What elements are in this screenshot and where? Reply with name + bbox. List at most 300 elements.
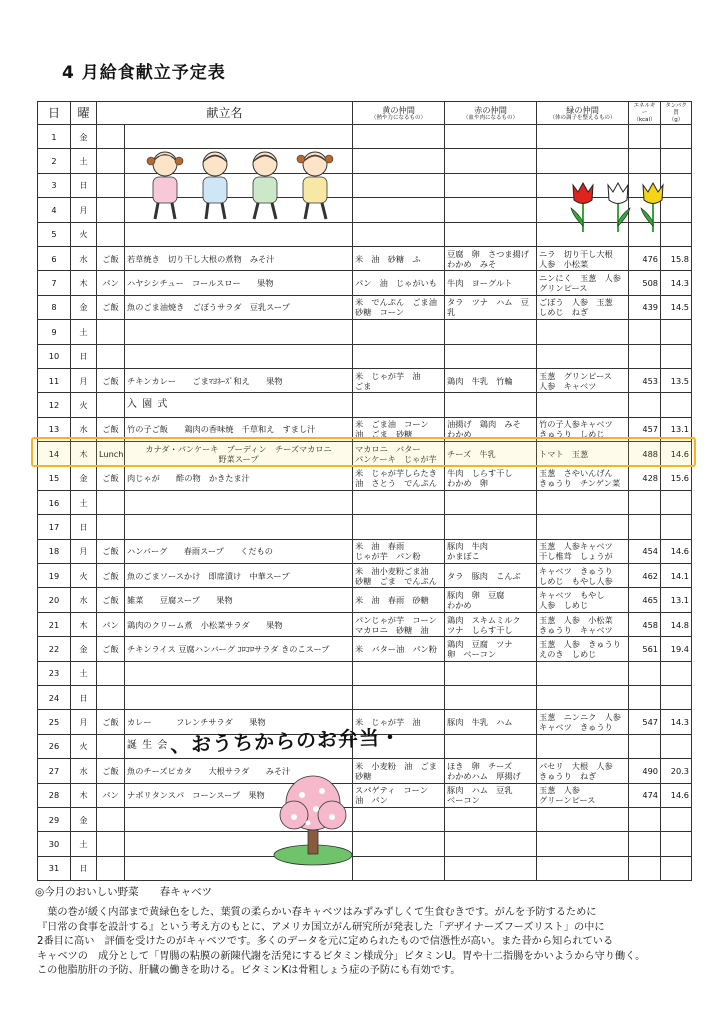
dish-cell: 魚のチーズピカタ 大根サラダ みそ汁	[125, 759, 353, 783]
red-group-cell: 豚肉 ハム 豆乳 ベーコン	[445, 783, 537, 807]
red-group-cell	[445, 198, 537, 222]
protein-cell	[661, 490, 692, 514]
green-group-cell: 玉葱 人参 グリーンピース	[537, 783, 629, 807]
header-menu: 献立名	[97, 102, 353, 125]
staple-cell	[97, 173, 125, 197]
energy-cell: 457	[629, 417, 661, 441]
protein-cell	[661, 832, 692, 856]
green-group-cell: キャベツ もやし 人参 しめじ	[537, 588, 629, 612]
staple-cell	[97, 222, 125, 246]
dish-cell: 入 園 式	[125, 393, 353, 417]
red-group-cell	[445, 685, 537, 709]
table-row	[38, 490, 692, 514]
red-group-cell: ほき 卵 チーズ わかめハム 厚揚げ	[445, 759, 537, 783]
energy-cell	[629, 125, 661, 149]
red-group-cell: 豚肉 牛肉 かまぼこ	[445, 539, 537, 563]
red-group-cell	[445, 515, 537, 539]
day-cell: 21	[38, 612, 71, 636]
weekday-cell: 金	[71, 466, 97, 490]
staple-cell	[97, 490, 125, 514]
weekday-cell: 水	[71, 417, 97, 441]
header-energy-label: エネルギー	[633, 103, 656, 116]
staple-cell: ご飯	[97, 417, 125, 441]
day-cell: 26	[38, 734, 71, 758]
green-group-cell	[537, 393, 629, 417]
weekday-cell: 木	[71, 271, 97, 295]
protein-cell	[661, 515, 692, 539]
day-cell: 11	[38, 368, 71, 392]
dish-cell	[125, 490, 353, 514]
table-row	[38, 685, 692, 709]
staple-cell	[97, 125, 125, 149]
green-group-cell: 玉葱 人参 きゅうり えのき しめじ	[537, 637, 629, 661]
staple-cell	[97, 685, 125, 709]
table-row	[38, 271, 692, 295]
yellow-group-cell: 米 ごま油 コーン 油 ごま 砂糖	[353, 417, 445, 441]
header-red	[445, 102, 537, 125]
protein-cell: 14.5	[661, 295, 692, 319]
table-row	[38, 295, 692, 319]
footer-line: 『日常の食事を設計する』という考え方のもとに、アメリカ国立がん研究所が発表した「デザイナーズフーズリスト」の中に	[37, 921, 605, 933]
staple-cell: ご飯	[97, 246, 125, 270]
red-group-cell	[445, 173, 537, 197]
yellow-group-cell: 米 じゃが芋 油 ごま	[353, 368, 445, 392]
child-figure-2	[203, 152, 227, 219]
table-row	[38, 344, 692, 368]
protein-cell	[661, 125, 692, 149]
energy-cell	[629, 661, 661, 685]
staple-cell	[97, 807, 125, 831]
energy-cell: 465	[629, 588, 661, 612]
dish-cell: ナポリタンスパ コーンスープ 果物	[125, 783, 353, 807]
day-cell: 23	[38, 661, 71, 685]
table-row	[38, 612, 692, 636]
protein-cell	[661, 393, 692, 417]
energy-cell	[629, 393, 661, 417]
energy-cell	[629, 832, 661, 856]
header-yellow-label: 黄の仲間	[382, 105, 415, 115]
energy-cell: 561	[629, 637, 661, 661]
table-row	[38, 368, 692, 392]
header-protein-label: タンパク質	[665, 103, 687, 116]
header-red-label: 赤の仲間	[474, 105, 507, 115]
yellow-group-cell: マカロニ バター パンケーキ じゃが芋	[353, 442, 445, 466]
green-group-cell	[537, 515, 629, 539]
child-figure-4	[297, 152, 333, 219]
red-group-cell	[445, 344, 537, 368]
yellow-group-cell	[353, 222, 445, 246]
energy-cell: 462	[629, 564, 661, 588]
weekday-cell: 木	[71, 442, 97, 466]
tulip-white	[608, 183, 630, 232]
weekday-cell: 土	[71, 320, 97, 344]
weekday-cell: 月	[71, 539, 97, 563]
weekday-cell: 日	[71, 685, 97, 709]
yellow-group-cell: 米 でんぷん ごま油 砂糖 コーン	[353, 295, 445, 319]
energy-cell: 508	[629, 271, 661, 295]
day-cell: 1	[38, 125, 71, 149]
protein-cell	[661, 807, 692, 831]
staple-cell: ご飯	[97, 710, 125, 734]
day-cell: 13	[38, 417, 71, 441]
red-group-cell: タラ 豚肉 こんぶ	[445, 564, 537, 588]
weekday-cell: 金	[71, 125, 97, 149]
weekday-cell: 火	[71, 393, 97, 417]
protein-cell	[661, 685, 692, 709]
staple-cell: Lunch	[97, 442, 125, 466]
day-cell: 5	[38, 222, 71, 246]
footer-line: この他脂肪肝の予防、肝臓の働きを助ける。ビタミンKは骨粗しょう症の予防にも有効です。	[37, 965, 461, 976]
protein-cell: 19.4	[661, 637, 692, 661]
staple-cell	[97, 149, 125, 173]
day-cell: 2	[38, 149, 71, 173]
day-cell: 29	[38, 807, 71, 831]
energy-cell	[629, 149, 661, 173]
table-row	[38, 661, 692, 685]
green-group-cell	[537, 344, 629, 368]
staple-cell	[97, 344, 125, 368]
dish-cell	[125, 661, 353, 685]
staple-cell	[97, 734, 125, 758]
green-group-cell: ニンにく 玉葱 人参 グリンピース	[537, 271, 629, 295]
tulips-illustration	[565, 180, 675, 235]
weekday-cell: 水	[71, 588, 97, 612]
red-group-cell: タラ ツナ ハム 豆 乳	[445, 295, 537, 319]
footer-line: 葉の巻が緩く内部まで黄緑色をした、葉質の柔らかい春キャベツはみずみずしくて生食むきです。がんを予防するために	[37, 907, 597, 918]
day-cell: 9	[38, 320, 71, 344]
red-group-cell	[445, 490, 537, 514]
weekday-cell: 日	[71, 344, 97, 368]
footer-line: キャベツの 成分として「胃腸の粘膜の新陳代謝を活発にするビタミン様成分」ビタミンU。胃や十二指腸をかいようから守り働く。	[37, 950, 646, 962]
dish-cell: 雑菜 豆腐スープ 果物	[125, 588, 353, 612]
day-cell: 18	[38, 539, 71, 563]
day-cell: 24	[38, 685, 71, 709]
dish-cell: カレー フレンチサラダ 果物	[125, 710, 353, 734]
yellow-group-cell	[353, 320, 445, 344]
day-cell: 4	[38, 198, 71, 222]
yellow-group-cell	[353, 393, 445, 417]
energy-cell	[629, 320, 661, 344]
day-cell: 3	[38, 173, 71, 197]
yellow-group-cell	[353, 832, 445, 856]
yellow-group-cell: スパゲティ コーン 油 パン	[353, 783, 445, 807]
yellow-group-cell	[353, 661, 445, 685]
dish-cell: 鶏肉のクリーム煮 小松菜サラダ 果物	[125, 612, 353, 636]
weekday-cell: 火	[71, 734, 97, 758]
day-cell: 15	[38, 466, 71, 490]
day-cell: 12	[38, 393, 71, 417]
day-cell: 17	[38, 515, 71, 539]
yellow-group-cell: 米 油 春雨 砂糖	[353, 588, 445, 612]
dish-cell	[125, 320, 353, 344]
staple-cell	[97, 320, 125, 344]
red-group-cell	[445, 222, 537, 246]
weekday-cell: 水	[71, 759, 97, 783]
protein-cell: 14.1	[661, 564, 692, 588]
dish-cell: ハンバーグ 春雨スープ くだもの	[125, 539, 353, 563]
green-group-cell: 玉葱 グリンピース 人参 キャベツ	[537, 368, 629, 392]
table-row	[38, 393, 692, 417]
energy-cell: 458	[629, 612, 661, 636]
staple-cell	[97, 393, 125, 417]
dish-cell	[125, 515, 353, 539]
header-yellow-sub: （熱や力になるもの）	[371, 115, 427, 121]
green-group-cell	[537, 661, 629, 685]
protein-cell: 15.8	[661, 246, 692, 270]
table-row	[38, 783, 692, 807]
protein-cell: 13.5	[661, 368, 692, 392]
staple-cell: ご飯	[97, 564, 125, 588]
yellow-group-cell: パンじゃが芋 コーン マカロニ 砂糖 油	[353, 612, 445, 636]
yellow-group-cell	[353, 198, 445, 222]
red-group-cell: 牛肉 しらす干し わかめ 卵	[445, 466, 537, 490]
table-row	[38, 246, 692, 270]
yellow-group-cell: パン 油 じゃがいも	[353, 271, 445, 295]
green-group-cell	[537, 125, 629, 149]
energy-cell: 547	[629, 710, 661, 734]
green-group-cell: 玉葱 ニンニク 人参 キャベツ きゅうり	[537, 710, 629, 734]
staple-cell	[97, 856, 125, 880]
tulip-yellow	[641, 183, 663, 232]
green-group-cell	[537, 685, 629, 709]
green-group-cell	[537, 149, 629, 173]
protein-cell	[661, 149, 692, 173]
protein-cell: 15.6	[661, 466, 692, 490]
staple-cell: ご飯	[97, 759, 125, 783]
yellow-group-cell	[353, 173, 445, 197]
green-group-cell	[537, 320, 629, 344]
table-row	[38, 320, 692, 344]
protein-cell: 14.8	[661, 612, 692, 636]
yellow-group-cell: 米 じゃが芋しらたき 油 さとう でんぷん	[353, 466, 445, 490]
red-group-cell: 油揚げ 鶏肉 みそ わかめ	[445, 417, 537, 441]
protein-cell: 14.3	[661, 271, 692, 295]
weekday-cell: 木	[71, 612, 97, 636]
green-group-cell	[537, 807, 629, 831]
header-protein-unit: （g）	[668, 117, 684, 123]
green-group-cell: 竹の子人参キャベツ きゅうり しめじ	[537, 417, 629, 441]
red-group-cell	[445, 125, 537, 149]
staple-cell: ご飯	[97, 368, 125, 392]
weekday-cell: 火	[71, 222, 97, 246]
dish-cell: 竹の子ご飯 鶏肉の香味焼 千草和え すまし汁	[125, 417, 353, 441]
staple-cell: パン	[97, 783, 125, 807]
day-cell: 16	[38, 490, 71, 514]
energy-cell: 488	[629, 442, 661, 466]
day-cell: 30	[38, 832, 71, 856]
yellow-group-cell	[353, 490, 445, 514]
red-group-cell	[445, 807, 537, 831]
yellow-group-cell	[353, 149, 445, 173]
weekday-cell: 金	[71, 637, 97, 661]
protein-cell	[661, 320, 692, 344]
staple-cell: ご飯	[97, 637, 125, 661]
energy-cell	[629, 344, 661, 368]
weekday-cell: 土	[71, 490, 97, 514]
green-group-cell: トマト 玉葱	[537, 442, 629, 466]
yellow-group-cell: 米 油小麦粉ごま油 砂糖 ごま でんぷん	[353, 564, 445, 588]
staple-cell: ご飯	[97, 588, 125, 612]
protein-cell: 14.6	[661, 783, 692, 807]
red-group-cell: 牛肉 ヨーグルト	[445, 271, 537, 295]
protein-cell	[661, 856, 692, 880]
header-green-sub: （体の調子を整えるもの）	[549, 115, 616, 121]
header-energy	[629, 102, 661, 125]
child-figure-3	[253, 152, 277, 219]
yellow-group-cell: 米 油 砂糖 ふ	[353, 246, 445, 270]
dish-cell: 誕 生 会	[125, 734, 353, 758]
day-cell: 10	[38, 344, 71, 368]
footer-line: 2番目に高い 評価を受けたのがキャベツです。多くのデータを元に定められたもので信憑性が高い。また昔から知られている	[37, 936, 614, 947]
protein-cell: 14.3	[661, 710, 692, 734]
day-cell: 8	[38, 295, 71, 319]
energy-cell	[629, 685, 661, 709]
red-group-cell: 鶏肉 スキムミルク ツナ しらす干し	[445, 612, 537, 636]
staple-cell	[97, 832, 125, 856]
protein-cell: 20.3	[661, 759, 692, 783]
red-group-cell: 豚肉 卵 豆腐 わかめ	[445, 588, 537, 612]
red-group-cell	[445, 661, 537, 685]
staple-cell	[97, 661, 125, 685]
yellow-group-cell	[353, 856, 445, 880]
energy-cell: 454	[629, 539, 661, 563]
yellow-group-cell: 米 小麦粉 油 ごま 砂糖	[353, 759, 445, 783]
dish-cell	[125, 685, 353, 709]
day-cell: 19	[38, 564, 71, 588]
page-title: 4 月給食献立予定表	[62, 63, 226, 83]
weekday-cell: 月	[71, 198, 97, 222]
energy-cell: 490	[629, 759, 661, 783]
weekday-cell: 日	[71, 515, 97, 539]
day-cell: 31	[38, 856, 71, 880]
green-group-cell	[537, 856, 629, 880]
header-energy-unit: （kcal）	[633, 117, 656, 123]
protein-cell: 14.6	[661, 539, 692, 563]
green-group-cell: キャベツ きゅうり しめじ もやし人参	[537, 564, 629, 588]
green-group-cell: 玉葱 人参 小松菜 きゅうり キャベツ	[537, 612, 629, 636]
day-cell: 7	[38, 271, 71, 295]
table-row	[38, 466, 692, 490]
energy-cell	[629, 734, 661, 758]
weekday-cell: 土	[71, 661, 97, 685]
weekday-cell: 金	[71, 295, 97, 319]
weekday-cell: 水	[71, 246, 97, 270]
green-group-cell	[537, 832, 629, 856]
energy-cell: 428	[629, 466, 661, 490]
table-row	[38, 637, 692, 661]
dish-cell: チキンカレー ごまﾏﾖﾈｰｽﾞ和え 果物	[125, 368, 353, 392]
header-row	[38, 102, 692, 125]
child-figure-1	[147, 152, 183, 219]
table-row	[38, 149, 692, 173]
red-group-cell: 鶏肉 豆腐 ツナ 卵 ベーコン	[445, 637, 537, 661]
staple-cell: パン	[97, 612, 125, 636]
staple-cell: パン	[97, 271, 125, 295]
dish-cell: 肉じゃが 酢の物 かきたま汁	[125, 466, 353, 490]
header-day: 日	[38, 102, 71, 125]
red-group-cell	[445, 393, 537, 417]
table-row	[38, 539, 692, 563]
weekday-cell: 木	[71, 783, 97, 807]
yellow-group-cell	[353, 685, 445, 709]
header-green	[537, 102, 629, 125]
tulip-red	[571, 183, 593, 232]
table-row	[38, 515, 692, 539]
green-group-cell	[537, 490, 629, 514]
protein-cell	[661, 661, 692, 685]
day-cell: 25	[38, 710, 71, 734]
energy-cell: 474	[629, 783, 661, 807]
energy-cell	[629, 856, 661, 880]
protein-cell	[661, 734, 692, 758]
dish-cell: 魚のごまソースかけ 即席漬け 中華スープ	[125, 564, 353, 588]
yellow-group-cell: 米 油 春雨 じゃが芋 パン粉	[353, 539, 445, 563]
protein-cell: 13.1	[661, 417, 692, 441]
weekday-cell: 月	[71, 368, 97, 392]
red-group-cell	[445, 832, 537, 856]
header-weekday: 曜	[71, 102, 97, 125]
energy-cell	[629, 515, 661, 539]
dish-cell: チキンライス 豆腐ハンバーグ ｺﾛｺﾛサラダ きのこスープ	[125, 637, 353, 661]
red-group-cell: 鶏肉 牛乳 竹輪	[445, 368, 537, 392]
protein-cell: 13.1	[661, 588, 692, 612]
weekday-cell: 土	[71, 832, 97, 856]
footer-heading: ◎今月のおいしい野菜 春キャベツ	[35, 886, 213, 898]
footer-body	[37, 906, 697, 979]
weekday-cell: 金	[71, 807, 97, 831]
protein-cell	[661, 344, 692, 368]
green-group-cell: 玉葱 人参キャベツ 干し椎茸 しょうが	[537, 539, 629, 563]
table-row	[38, 442, 692, 466]
dish-cell: 魚のごま油焼き ごぼうサラダ 豆乳スープ	[125, 295, 353, 319]
day-cell: 6	[38, 246, 71, 270]
yellow-group-cell	[353, 515, 445, 539]
weekday-cell: 月	[71, 710, 97, 734]
table-row	[38, 759, 692, 783]
red-group-cell: 豆腐 卵 さつま揚げ わかめ みそ	[445, 246, 537, 270]
staple-cell: ご飯	[97, 466, 125, 490]
table-row	[38, 125, 692, 149]
dish-cell	[125, 125, 353, 149]
red-group-cell: 豚肉 牛乳 ハム	[445, 710, 537, 734]
weekday-cell: 火	[71, 564, 97, 588]
staple-cell	[97, 198, 125, 222]
yellow-group-cell: 米 じゃが芋 油	[353, 710, 445, 734]
green-group-cell: パセリ 大根 人参 きゅうり ねぎ	[537, 759, 629, 783]
red-group-cell	[445, 856, 537, 880]
yellow-group-cell	[353, 807, 445, 831]
staple-cell	[97, 515, 125, 539]
red-group-cell	[445, 320, 537, 344]
table-row	[38, 588, 692, 612]
dish-cell: カナダ・パンケーキ プーディン チーズマカロニ 野菜スープ	[125, 442, 353, 466]
cherry-tree-illustration	[272, 773, 354, 867]
table-row	[38, 807, 692, 831]
green-group-cell: ごぼう 人参 玉葱 しめじ ねぎ	[537, 295, 629, 319]
red-group-cell	[445, 734, 537, 758]
day-cell: 14	[38, 442, 71, 466]
header-red-sub: （血や肉になるもの）	[463, 115, 519, 121]
protein-cell: 14.6	[661, 442, 692, 466]
green-group-cell: 玉葱 さやいんげん きゅうり チンゲン菜	[537, 466, 629, 490]
day-cell: 27	[38, 759, 71, 783]
weekday-cell: 日	[71, 856, 97, 880]
red-group-cell: チーズ 牛乳	[445, 442, 537, 466]
staple-cell: ご飯	[97, 295, 125, 319]
energy-cell	[629, 490, 661, 514]
dish-cell	[125, 344, 353, 368]
table-row	[38, 417, 692, 441]
